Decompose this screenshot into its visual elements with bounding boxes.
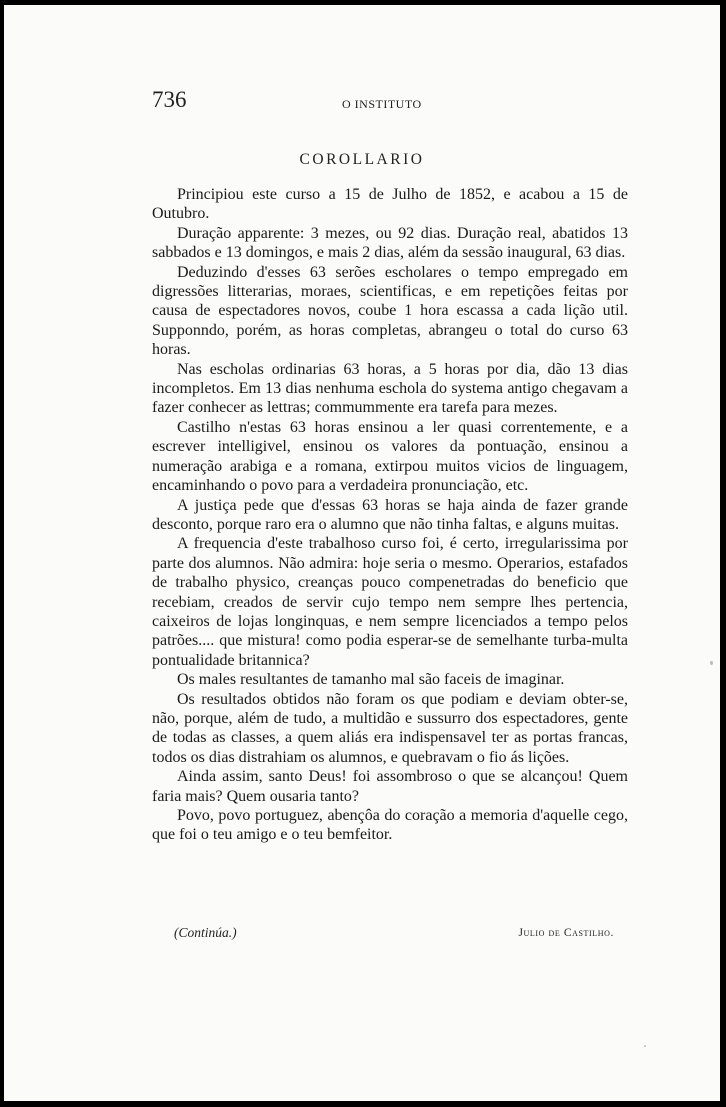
paragraph-11: Povo, povo portuguez, abençôa do coração a memoria d'aquelle cego, que foi o teu amigo e o teu bemfeitor. xyxy=(152,807,628,844)
running-title: O INSTITUTO xyxy=(342,97,422,111)
paragraph-10: Ainda assim, santo Deus! foi assombroso o que se alcançou! Quem faria mais? Quem ousaria tanto? xyxy=(152,768,628,805)
page-footer xyxy=(174,925,614,945)
paragraph-2: Duração apparente: 3 mezes, ou 92 dias. Duração real, abatidos 13 sabbados e 13 domingos, e mais 2 dias, além da sessão inaugural, 63 dias. xyxy=(152,224,628,262)
paragraph-4: Nas escholas ordinarias 63 horas, a 5 horas por dia, dão 13 dias incompletos. Em 13 dias nenhuma eschola do systema antigo chegavam a fazer conhecer as lettras; commummente era tarefa para mezes. xyxy=(152,360,628,417)
paragraph-9: Os resultados obtidos não foram os que podiam e deviam obter-se, não, porque, além de tudo, a multidão e sussurro dos espectadores, gente de todas as classes, a quem aliás era indispensavel ter as portas francas, todos os dias distrahiam os alumnos, e quebravam o fio ás lições. xyxy=(152,690,628,766)
book-page xyxy=(4,5,720,1101)
paragraph-6: A justiça pede que d'essas 63 horas se haja ainda de fazer grande desconto, porque raro era o alumno que não tinha faltas, e alguns muitas. xyxy=(152,496,628,533)
paragraph-7: A frequencia d'este trabalhoso curso foi, é certo, irregularissima por parte dos alumnos. Não admira: hoje seria o mesmo. Operarios, estafados de trabalho physico, creanças pouco compenetradas do beneficio que recebiam, creados de servir cujo tempo nem sempre lhes pertencia, caixeiros de lojas longinquas, e nem sempre licenciados a tempo pelos patrões.... que mistura! como podia esperar-se de semelhante turba-multa pontualidade britannica? xyxy=(152,535,628,669)
paragraph-1: Principiou este curso a 15 de Julho de 1852, e acabou a 15 de Outubro. xyxy=(152,186,628,223)
continua-note: (Continúa.) xyxy=(174,925,237,940)
author-signature: Julio de Castilho. xyxy=(518,927,614,939)
section-heading: COROLLARIO xyxy=(299,151,425,168)
page-header xyxy=(152,87,632,121)
paragraph-8: Os males resultantes de tamanho mal são faceis de imaginar. xyxy=(177,671,565,689)
body-text xyxy=(152,185,628,845)
paper-speck xyxy=(644,1045,646,1047)
paragraph-5: Castilho n'estas 63 horas ensinou a ler quasi correntemente, e a escrever intelligivel, ensinou os valores da pontuação, ensinou a numeração arabiga e a romana, extirpou muitos vicios de linguagem, encaminhando o povo para a verdadeira pronunciação, etc. xyxy=(152,418,628,495)
page-number: 736 xyxy=(152,87,187,112)
paragraph-3: Deduzindo d'esses 63 serões escholares o tempo empregado em digressões litterarias, moraes, scientificas, e em repetições feitas por causa de espectadores novos, coube 1 hora escassa a cada lição util. Supponndo, porém, as horas completas, abrangeu o total do curso 63 horas. xyxy=(152,263,628,359)
paper-speck xyxy=(710,661,713,665)
